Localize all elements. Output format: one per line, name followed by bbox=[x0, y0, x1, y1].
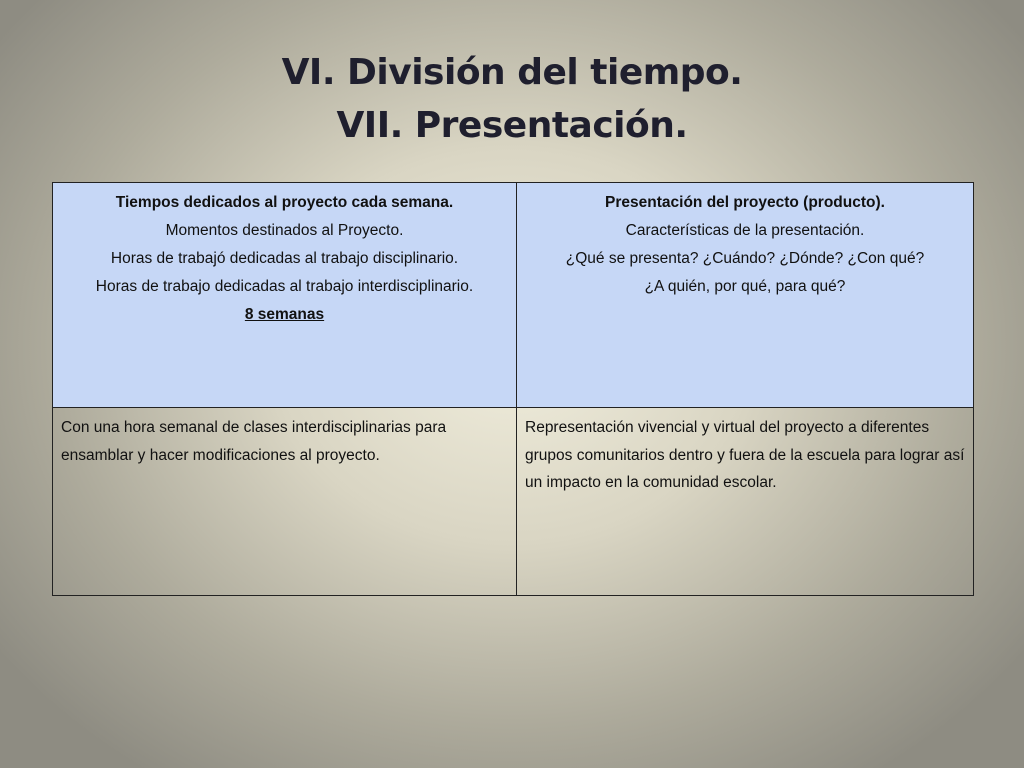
table-cell-presentation bbox=[517, 183, 974, 408]
table-body-row bbox=[53, 408, 974, 596]
presentation-line-3: ¿A quién, por qué, para qué? bbox=[644, 278, 846, 295]
table-header-row bbox=[53, 183, 974, 408]
presentation-line-1: Características de la presentación. bbox=[625, 222, 865, 239]
time-division-line-1: Momentos destinados al Proyecto. bbox=[165, 222, 404, 239]
table-cell-presentation-detail bbox=[517, 408, 974, 596]
slide-title-line-2: VII. Presentación. bbox=[336, 105, 688, 146]
time-division-line-2: Horas de trabajó dedicadas al trabajo disciplinario. bbox=[110, 250, 459, 267]
time-division-heading: Tiempos dedicados al proyecto cada semana. bbox=[115, 194, 454, 211]
presentation-detail-text: Representación vivencial y virtual del proyecto a diferentes grupos comunitarios dentro y fuera de la escuela para lograr así un impacto en la comunidad escolar. bbox=[525, 419, 965, 491]
presentation-heading: Presentación del proyecto (producto). bbox=[605, 194, 885, 211]
time-detail-text: Con una hora semanal de clases interdisciplinarias para ensamblar y hacer modificaciones al proyecto. bbox=[61, 419, 447, 464]
table-cell-time-detail bbox=[53, 408, 517, 596]
table-cell-time-division bbox=[53, 183, 517, 408]
presentation-line-2: ¿Qué se presenta? ¿Cuándo? ¿Dónde? ¿Con qué? bbox=[565, 250, 925, 267]
slide-title bbox=[0, 46, 1024, 152]
slide-title-line-1: VI. División del tiempo. bbox=[281, 52, 743, 93]
time-division-weeks: 8 semanas bbox=[244, 306, 325, 323]
content-table bbox=[52, 182, 974, 596]
time-division-line-3: Horas de trabajo dedicadas al trabajo interdisciplinario. bbox=[95, 278, 474, 295]
